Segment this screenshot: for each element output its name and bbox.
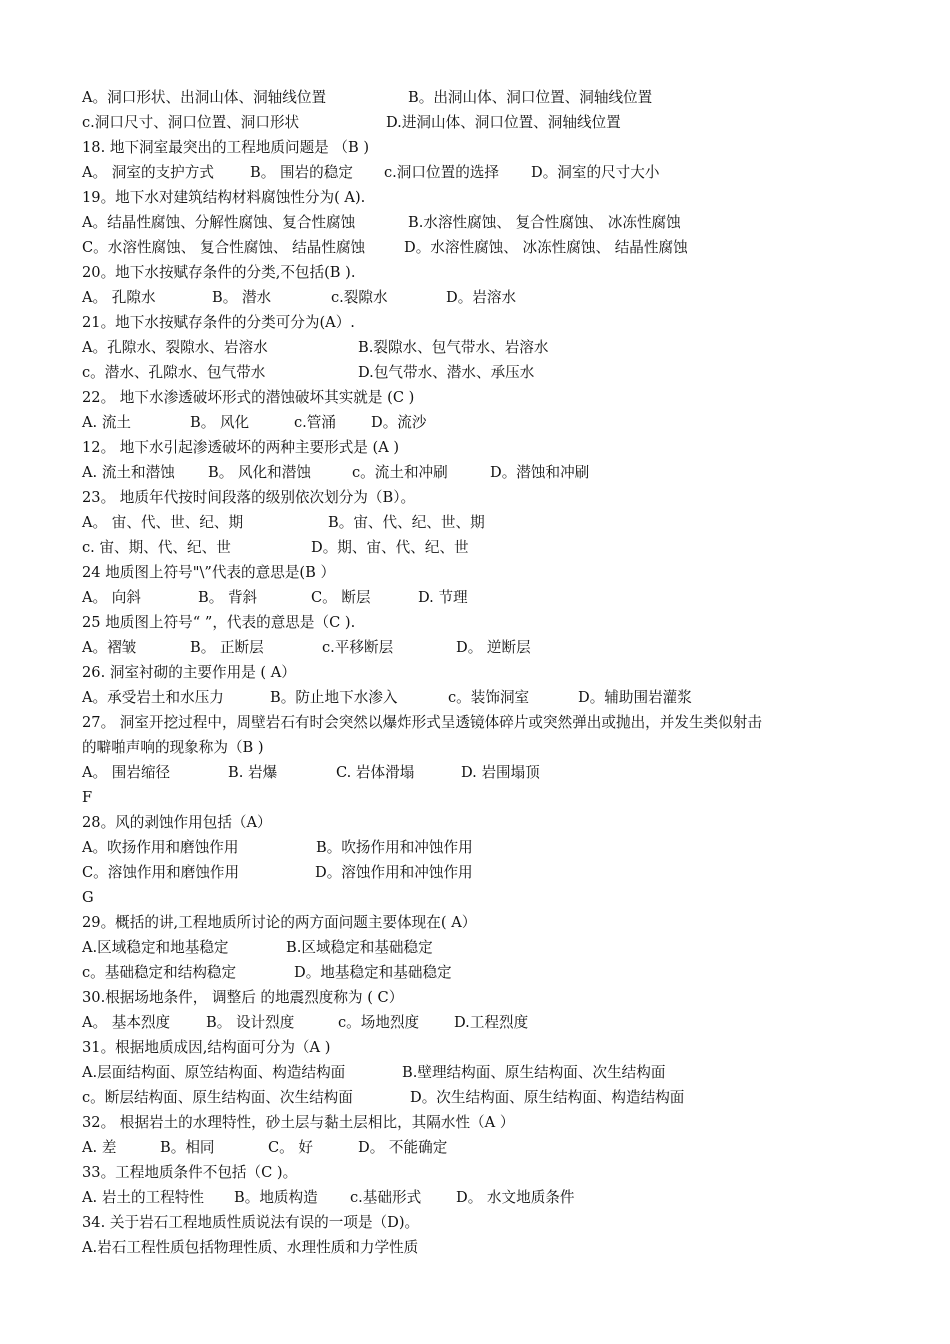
- text-segment: A。孔隙水、裂隙水、岩溶水: [82, 339, 268, 356]
- text-line: [82, 986, 403, 1010]
- text-segment: B.裂隙水、包气带水、岩溶水: [358, 339, 549, 356]
- text-line: [82, 1111, 514, 1135]
- text-segment: c。基础稳定和结构稳定: [82, 964, 237, 981]
- text-segment: 22。 地下水渗透破坏形式的潜蚀破坏其实就是 (C ): [82, 389, 415, 406]
- text-line: [82, 436, 399, 460]
- text-line: [82, 1036, 330, 1060]
- text-segment: 29。概括的讲,工程地质所讨论的两方面问题主要体现在( A）: [82, 914, 477, 931]
- text-segment: A. 流土: [82, 414, 132, 431]
- text-segment: c.洞口尺寸、洞口位置、洞口形状: [82, 114, 300, 131]
- text-segment: A。洞口形状、出洞山体、洞轴线位置: [82, 89, 327, 106]
- text-segment: A.层面结构面、原笠结构面、构造结构面: [82, 1064, 346, 1081]
- text-line: [82, 711, 762, 735]
- text-segment: 32。 根据岩土的水理特性，砂土层与黏土层相比，其隔水性（A ）: [82, 1114, 515, 1131]
- text-segment: D。 不能确定: [358, 1139, 448, 1156]
- text-line: [82, 1136, 448, 1160]
- text-segment: 27。 洞室开挖过程中，周壁岩石有时会突然以爆炸形式呈透镜体碎片或突然弹出或抛出，并发生类似射击: [82, 714, 762, 731]
- text-segment: 23。 地质年代按时间段落的级别依次划分为（B）。: [82, 489, 416, 506]
- text-segment: A. 差: [82, 1139, 117, 1156]
- text-segment: c.基础形式: [350, 1189, 422, 1206]
- text-line: [82, 186, 365, 210]
- text-segment: 20。地下水按赋存条件的分类,不包括(B ).: [82, 264, 356, 281]
- text-line: [82, 236, 688, 260]
- text-line: [82, 911, 476, 935]
- text-segment: c.洞口位置的选择: [384, 164, 499, 181]
- text-segment: A. 流土和潜蚀: [82, 464, 175, 481]
- text-segment: B。 潜水: [212, 289, 272, 306]
- text-segment: C。 断层: [311, 589, 371, 606]
- text-line: [82, 536, 469, 560]
- text-line: [82, 161, 660, 185]
- text-segment: B。出洞山体、洞口位置、洞轴线位置: [408, 89, 653, 106]
- text-segment: B。吹扬作用和冲蚀作用: [316, 839, 473, 856]
- text-line: [82, 411, 427, 435]
- text-line: [82, 611, 355, 635]
- text-segment: D。 逆断层: [456, 639, 531, 656]
- text-segment: 12。 地下水引起渗透破坏的两种主要形式是 (A ): [82, 439, 400, 456]
- text-line: [82, 686, 692, 710]
- text-segment: 26. 洞室衬砌的主要作用是 ( A）: [82, 664, 296, 681]
- text-segment: A。 洞室的支护方式: [82, 164, 214, 181]
- text-segment: G: [82, 889, 94, 906]
- text-line: [82, 136, 369, 160]
- text-segment: B。相同: [160, 1139, 215, 1156]
- text-segment: D. 岩围塌顶: [461, 764, 540, 781]
- text-segment: 18. 地下洞室最突出的工程地质问题是 （B ): [82, 139, 370, 156]
- text-segment: 25 地质图上符号“ ”，代表的意思是（C ).: [82, 614, 356, 631]
- text-segment: A。 孔隙水: [82, 289, 156, 306]
- text-segment: 21。地下水按赋存条件的分类可分为(A）.: [82, 314, 355, 331]
- text-segment: A。结晶性腐蚀、分解性腐蚀、复合性腐蚀: [82, 214, 356, 231]
- text-segment: A。 向斜: [82, 589, 141, 606]
- text-segment: c。流土和冲刷: [352, 464, 448, 481]
- text-segment: B.区域稳定和基础稳定: [286, 939, 433, 956]
- text-segment: c.裂隙水: [331, 289, 388, 306]
- text-line: [82, 961, 452, 985]
- text-segment: 33。工程地质条件不包括（C )。: [82, 1164, 298, 1181]
- text-segment: C. 岩体滑塌: [336, 764, 415, 781]
- text-segment: B。 设计烈度: [206, 1014, 295, 1031]
- text-line: [82, 736, 264, 760]
- text-segment: B.水溶性腐蚀、 复合性腐蚀、 冰冻性腐蚀: [408, 214, 681, 231]
- text-segment: D.工程烈度: [454, 1014, 529, 1031]
- text-line: [82, 1161, 297, 1185]
- text-segment: c。潜水、孔隙水、包气带水: [82, 364, 266, 381]
- text-segment: B。 围岩的稳定: [250, 164, 353, 181]
- text-line: [82, 836, 473, 860]
- text-segment: B。宙、代、纪、世、期: [328, 514, 485, 531]
- text-line: [82, 86, 653, 110]
- text-line: [82, 1011, 529, 1035]
- text-line: [82, 486, 415, 510]
- text-segment: B。 正断层: [190, 639, 264, 656]
- text-line: [82, 261, 356, 285]
- text-segment: D。 水文地质条件: [456, 1189, 575, 1206]
- text-segment: C。 好: [268, 1139, 313, 1156]
- text-line: [82, 511, 485, 535]
- text-line: [82, 1236, 418, 1260]
- text-line: [82, 1211, 419, 1235]
- text-segment: A。 围岩缩径: [82, 764, 171, 781]
- text-line: [82, 811, 272, 835]
- text-segment: A. 岩土的工程特性: [82, 1189, 204, 1206]
- text-segment: D。流沙: [371, 414, 427, 431]
- text-segment: D.包气带水、潜水、承压水: [358, 364, 535, 381]
- text-segment: D。岩溶水: [446, 289, 517, 306]
- text-segment: A。 基本烈度: [82, 1014, 171, 1031]
- text-line: [82, 461, 590, 485]
- text-line: [82, 1086, 685, 1110]
- text-segment: D。期、宙、代、纪、世: [311, 539, 469, 556]
- text-line: [82, 636, 531, 660]
- text-segment: B。 背斜: [198, 589, 258, 606]
- text-line: [82, 1186, 575, 1210]
- text-line: [82, 886, 94, 910]
- text-line: [82, 111, 621, 135]
- text-segment: D。洞室的尺寸大小: [531, 164, 660, 181]
- text-segment: B。地质构造: [234, 1189, 318, 1206]
- text-line: [82, 361, 535, 385]
- text-segment: D。次生结构面、原生结构面、构造结构面: [410, 1089, 685, 1106]
- text-line: [82, 586, 468, 610]
- text-segment: A。吹扬作用和磨蚀作用: [82, 839, 239, 856]
- text-segment: A。承受岩土和水压力: [82, 689, 224, 706]
- text-segment: c. 宙、期、代、纪、世: [82, 539, 231, 556]
- text-segment: c。场地烈度: [338, 1014, 420, 1031]
- text-segment: C。水溶性腐蚀、 复合性腐蚀、 结晶性腐蚀: [82, 239, 366, 256]
- text-segment: 30.根据场地条件， 调整后 的地震烈度称为 ( C）: [82, 989, 404, 1006]
- text-segment: D。溶蚀作用和冲蚀作用: [315, 864, 473, 881]
- text-segment: D。潜蚀和冲刷: [490, 464, 590, 481]
- text-segment: A.岩石工程性质包括物理性质、水理性质和力学性质: [82, 1239, 419, 1256]
- text-segment: 的噼啪声响的现象称为（B ): [82, 739, 264, 756]
- text-segment: c。装饰洞室: [448, 689, 530, 706]
- text-segment: D。地基稳定和基础稳定: [294, 964, 452, 981]
- text-line: [82, 786, 92, 810]
- text-segment: A.区域稳定和地基稳定: [82, 939, 229, 956]
- text-segment: c.平移断层: [322, 639, 394, 656]
- text-segment: c.管涌: [294, 414, 336, 431]
- text-line: [82, 761, 540, 785]
- text-segment: c。断层结构面、原生结构面、次生结构面: [82, 1089, 353, 1106]
- text-segment: C。溶蚀作用和磨蚀作用: [82, 864, 240, 881]
- text-line: [82, 386, 414, 410]
- text-line: [82, 861, 473, 885]
- text-segment: 28。风的剥蚀作用包括（A）: [82, 814, 272, 831]
- text-segment: 19。地下水对建筑结构材料腐蚀性分为( A).: [82, 189, 366, 206]
- text-line: [82, 561, 335, 585]
- text-segment: 34. 关于岩石工程地质性质说法有误的一项是（D)。: [82, 1214, 420, 1231]
- text-line: [82, 336, 549, 360]
- text-segment: D.进洞山体、洞口位置、洞轴线位置: [386, 114, 621, 131]
- text-segment: B。 风化和潜蚀: [208, 464, 311, 481]
- text-segment: B。 风化: [190, 414, 250, 431]
- text-segment: 24 地质图上符号"\”代表的意思是(B ）: [82, 564, 336, 581]
- text-line: [82, 1061, 666, 1085]
- text-line: [82, 936, 433, 960]
- text-line: [82, 211, 681, 235]
- text-segment: D。水溶性腐蚀、 冰冻性腐蚀、 结晶性腐蚀: [404, 239, 688, 256]
- text-line: [82, 661, 296, 685]
- text-line: [82, 311, 355, 335]
- text-segment: F: [82, 789, 93, 806]
- text-segment: 31。根据地质成因,结构面可分为（A ): [82, 1039, 331, 1056]
- text-segment: B. 岩爆: [228, 764, 278, 781]
- text-segment: D. 节理: [418, 589, 468, 606]
- text-segment: A。褶皱: [82, 639, 137, 656]
- text-segment: A。 宙、代、世、纪、期: [82, 514, 244, 531]
- text-segment: D。辅助围岩灌浆: [578, 689, 692, 706]
- text-segment: B。防止地下水渗入: [270, 689, 398, 706]
- text-line: [82, 286, 517, 310]
- text-segment: B.壁理结构面、原生结构面、次生结构面: [402, 1064, 666, 1081]
